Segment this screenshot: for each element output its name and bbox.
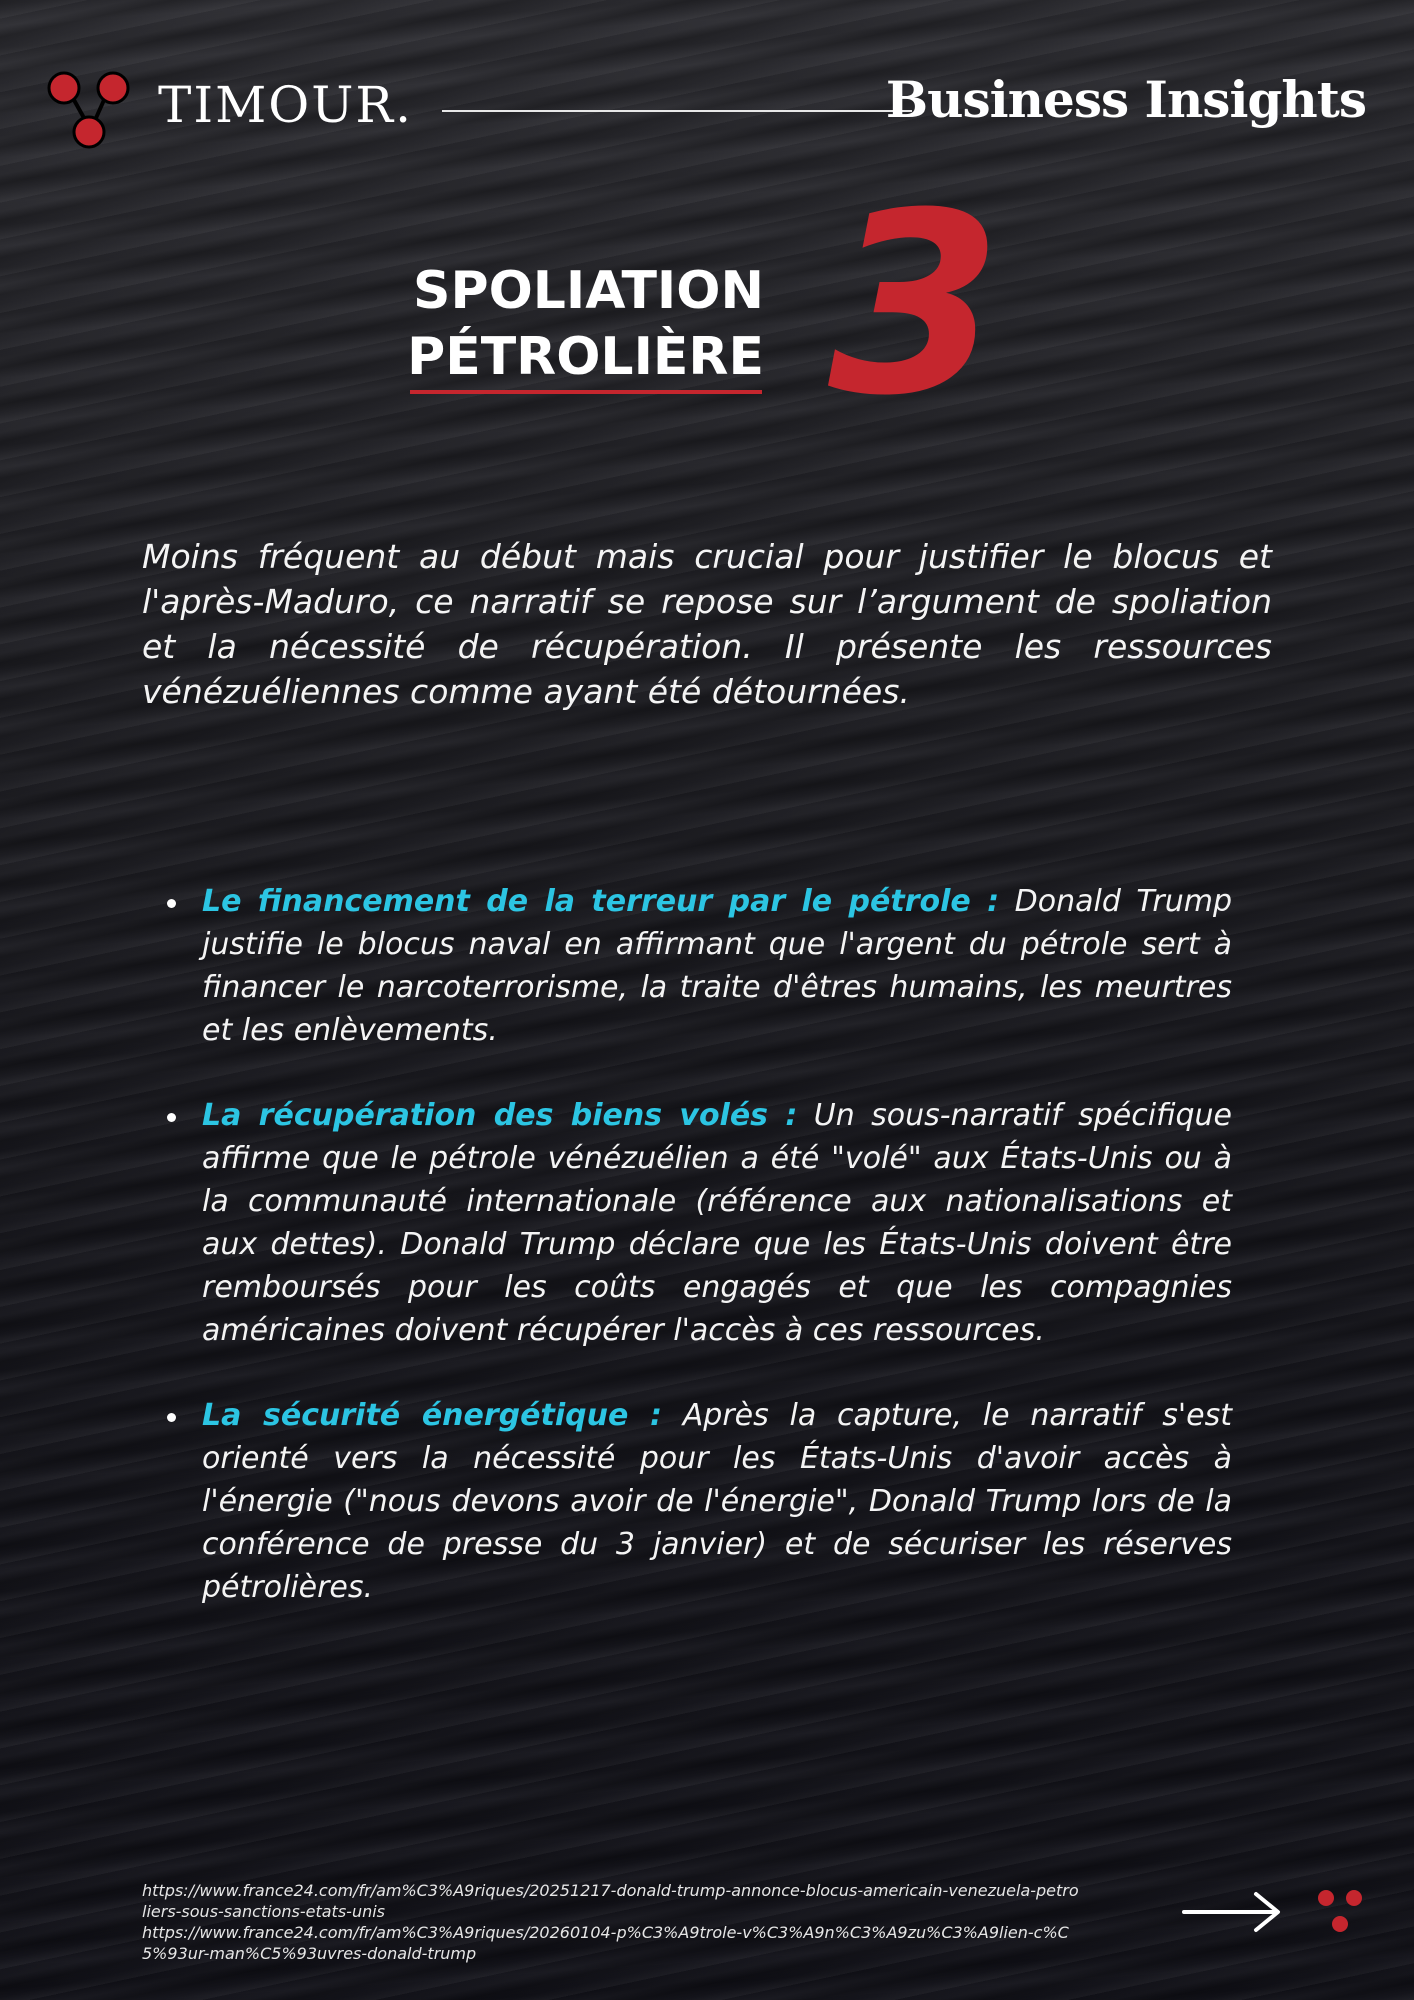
intro-paragraph: Moins fréquent au début mais crucial pour justifier le blocus et l'après-Maduro, ce narratif se repose sur l’argument de spoliation et la nécessité de récupération. Il présente les ressources vénézuéliennes comme ayant été détournées. <box>142 537 1272 711</box>
bullet-key-term: La récupération des biens volés : <box>202 1098 798 1133</box>
three-dots-logo-icon <box>44 70 134 152</box>
list-item <box>160 1094 1232 1352</box>
three-dots-logo-icon <box>1314 1888 1366 1936</box>
title-underline <box>410 390 762 394</box>
bullet-list <box>160 880 1232 1651</box>
header <box>0 0 1414 170</box>
bullet-dot-icon <box>167 1413 176 1422</box>
bullet-dot-icon <box>167 1113 176 1122</box>
bullet-text: Un sous-narratif spécifique affirme que le pétrole vénézuélien a été "volé" aux États-Unis ou à la communauté internationale (référence aux nationalisations et aux dettes). Donald Trump déclare que les États-Unis doivent être remboursés pour les coûts engagés et que les compagnies américaines doivent récupérer l'accès à ces ressources. <box>202 1098 1232 1348</box>
sources <box>142 1880 1082 1964</box>
list-item <box>160 880 1232 1052</box>
bullet-key-term: La sécurité énergétique : <box>202 1398 662 1433</box>
source-link[interactable]: https://www.france24.com/fr/am%C3%A9riques/20251217-donald-trump-annonce-blocus-americain-venezuela-petroliers-sous-sanctions-etats-unis <box>142 1881 1079 1921</box>
bullet-key-term: Le financement de la terreur par le pétrole : <box>202 884 1000 919</box>
title-line-1: SPOLIATION <box>413 261 764 321</box>
section-title <box>380 258 764 390</box>
arrow-right-icon[interactable] <box>1182 1890 1282 1934</box>
list-item <box>160 1394 1232 1609</box>
bullet-text: Après la capture, le narratif s'est orienté vers la nécessité pour les États-Unis d'avoir accès à l'énergie ("nous devons avoir de l'énergie", Donald Trump lors de la conférence de presse du 3 janvier) et de sécuriser les réserves pétrolières. <box>202 1398 1232 1605</box>
header-divider <box>442 110 912 112</box>
brand-name: TIMOUR. <box>158 76 413 134</box>
publication-title: Business Insights <box>885 70 1366 129</box>
bullet-dot-icon <box>167 899 176 908</box>
title-line-2: PÉTROLIÈRE <box>407 327 764 387</box>
section-number: 3 <box>828 159 1002 450</box>
source-link[interactable]: https://www.france24.com/fr/am%C3%A9riques/20260104-p%C3%A9trole-v%C3%A9n%C3%A9zu%C3%A9lien-c%C5%93ur-man%C5%93uvres-donald-trump <box>142 1923 1069 1963</box>
bullet-text: Donald Trump justifie le blocus naval en affirmant que l'argent du pétrole sert à financer le narcoterrorisme, la traite d'êtres humains, les meurtres et les enlèvements. <box>202 884 1232 1048</box>
